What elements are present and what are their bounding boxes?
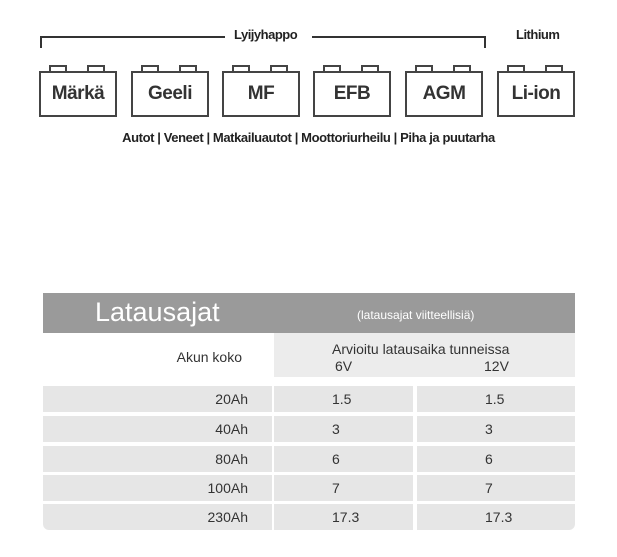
- battery-label: AGM: [405, 71, 483, 117]
- v6-cell: 17.3: [332, 509, 360, 525]
- v6-cell: 6: [332, 451, 340, 467]
- size-header-label: Akun koko: [176, 349, 242, 365]
- battery-agm: [405, 65, 483, 115]
- table-header-bar: [43, 293, 575, 333]
- size-cell: 80Ah: [215, 451, 248, 467]
- table-row: [43, 416, 575, 442]
- table-row: [43, 386, 575, 412]
- battery-mf: [222, 65, 300, 115]
- table-row: [43, 475, 575, 501]
- col-6v-label: 6V: [335, 358, 353, 374]
- size-cell: 20Ah: [215, 391, 248, 407]
- battery-li-ion: [497, 65, 575, 115]
- v12-cell: 7: [485, 480, 493, 496]
- battery-efb: [313, 65, 391, 115]
- v6-cell: 7: [332, 480, 340, 496]
- table-title: Latausajat: [95, 297, 220, 327]
- time-header-label: Arvioitu latausaika tunneissa: [332, 341, 510, 357]
- lithium-label: Lithium: [516, 27, 560, 42]
- time-column-header: [274, 333, 575, 377]
- col-12v-label: 12V: [484, 358, 509, 374]
- battery-label: Geeli: [131, 71, 209, 117]
- lead-acid-bracket-right-tick: [484, 36, 486, 48]
- table-row: [43, 504, 575, 530]
- battery-gel: [131, 65, 209, 115]
- v6-cell: 3: [332, 421, 340, 437]
- battery-wet: [39, 65, 117, 115]
- size-cell: 100Ah: [207, 480, 248, 496]
- v12-cell: 1.5: [485, 391, 505, 407]
- v12-cell: 17.3: [485, 509, 513, 525]
- v6-cell: 1.5: [332, 391, 352, 407]
- lead-acid-bracket-right: [312, 36, 486, 38]
- battery-label: Li-ion: [497, 71, 575, 117]
- table-note: (latausajat viitteellisiä): [357, 308, 475, 322]
- table-row: [43, 446, 575, 472]
- usage-categories: Autot | Veneet | Matkailuautot | Moottoriurheilu | Piha ja puutarha: [122, 130, 495, 145]
- v12-cell: 6: [485, 451, 493, 467]
- lead-acid-bracket-left: [40, 36, 225, 38]
- size-cell: 40Ah: [215, 421, 248, 437]
- lead-acid-label: Lyijyhappo: [234, 27, 298, 42]
- size-cell: 230Ah: [207, 509, 248, 525]
- battery-label: EFB: [313, 71, 391, 117]
- battery-label: MF: [222, 71, 300, 117]
- lead-acid-bracket-left-tick: [40, 36, 42, 48]
- size-column-header: [43, 333, 272, 377]
- battery-label: Märkä: [39, 71, 117, 117]
- v12-cell: 3: [485, 421, 493, 437]
